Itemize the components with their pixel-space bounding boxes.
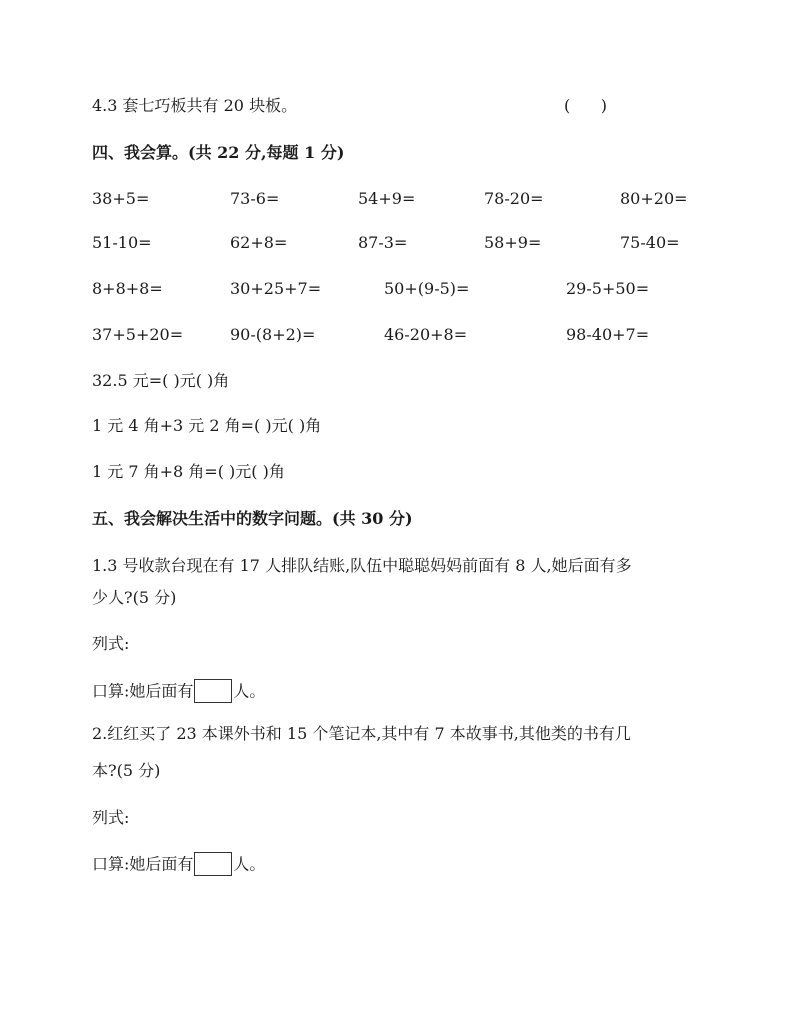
question-4-text: 4.3 套七巧板共有 20 块板。 [92, 96, 298, 115]
calc-item: 37+5+20= [92, 325, 184, 344]
calc-item: 80+20= [620, 189, 688, 208]
oral-calc-prefix: 口算:她后面有 [92, 854, 194, 874]
calc-item: 62+8= [230, 233, 288, 252]
problem-2-line-2: 本?(5 分) [92, 761, 161, 780]
money-conversion-1: 32.5 元=( )元( )角 [92, 371, 230, 390]
calc-item: 51-10= [92, 233, 152, 252]
oral-calc-suffix: 人。 [233, 854, 266, 874]
calc-item: 30+25+7= [230, 279, 322, 298]
oral-calc-suffix: 人。 [233, 681, 266, 701]
calc-item: 38+5= [92, 189, 150, 208]
answer-parentheses[interactable]: ( ) [564, 96, 607, 115]
money-conversion-3: 1 元 7 角+8 角=( )元( )角 [92, 462, 285, 481]
calc-item: 75-40= [620, 233, 680, 252]
calc-item: 8+8+8= [92, 279, 163, 298]
problem-1-line-2: 少人?(5 分) [92, 588, 177, 607]
answer-box[interactable] [194, 679, 232, 703]
money-conversion-2: 1 元 4 角+3 元 2 角=( )元( )角 [92, 416, 322, 435]
section-5-title: 五、我会解决生活中的数字问题。(共 30 分) [92, 509, 413, 528]
calc-item: 87-3= [358, 233, 408, 252]
oral-calc-prefix: 口算:她后面有 [92, 681, 194, 701]
calc-item: 90-(8+2)= [230, 325, 316, 344]
calc-item: 50+(9-5)= [384, 279, 470, 298]
problem-2-oral-calc [92, 853, 265, 877]
calc-item: 98-40+7= [566, 325, 650, 344]
problem-1-formula-label: 列式: [92, 634, 130, 653]
answer-box[interactable] [194, 852, 232, 876]
problem-2-formula-label: 列式: [92, 808, 130, 827]
problem-2-line-1: 2.红红买了 23 本课外书和 15 个笔记本,其中有 7 本故事书,其他类的书有几 [92, 724, 631, 743]
calc-item: 46-20+8= [384, 325, 468, 344]
calc-item: 54+9= [358, 189, 416, 208]
calc-item: 78-20= [484, 189, 544, 208]
calc-item: 29-5+50= [566, 279, 650, 298]
calc-item: 73-6= [230, 189, 280, 208]
problem-1-oral-calc [92, 680, 265, 704]
calc-item: 58+9= [484, 233, 542, 252]
problem-1-line-1: 1.3 号收款台现在有 17 人排队结账,队伍中聪聪妈妈前面有 8 人,她后面有多 [92, 556, 632, 575]
section-4-title: 四、我会算。(共 22 分,每题 1 分) [92, 143, 345, 162]
